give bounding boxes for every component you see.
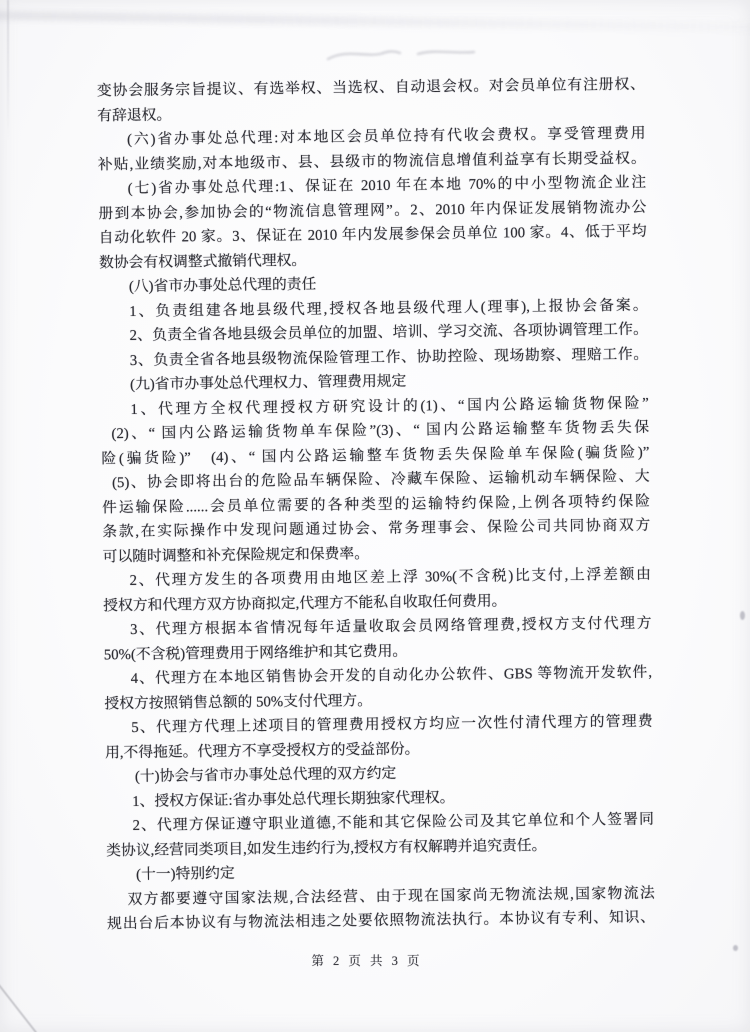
text-line: 5、代理方代理上述项目的管理费用授权方均应一次性付清代理方的管理费 bbox=[131, 713, 653, 737]
text-line: 授权方和代理方双方协商拟定,代理方不能私自收取任何费用。 bbox=[103, 592, 507, 614]
handwriting-smudge-mark bbox=[322, 40, 482, 70]
text-line: 3、负责全省各地县级物流保险管理工作、协助控险、现场勘察、理赔工作。 bbox=[129, 346, 649, 369]
page-number: 第 2 页 共 3 页 bbox=[311, 954, 423, 968]
text-line: 用,不得拖延。代理方不享受授权方的受益部份。 bbox=[104, 740, 420, 761]
text-line: (十一)特别约定 bbox=[136, 865, 235, 883]
text-line: 2、负责全省各地县级会员单位的加盟、培训、学习交流、各项协调管理工作。 bbox=[129, 321, 648, 344]
text-line: (六)省办事处总代理:对本地区会员单位持有代收会费权。享受管理费用 bbox=[127, 125, 646, 149]
text-line: 50%(不含税)管理费用于网络维护和其它费用。 bbox=[103, 643, 408, 663]
text-line: 条款,在实际操作中发现问题通过协会、常务理事会、保险公司共同协商双方 bbox=[102, 517, 651, 541]
text-line: 有辞退权。 bbox=[97, 106, 172, 124]
text-line: 2、代理方发生的各项费用由地区差上浮 30%(不含税)比支付,上浮差额由 bbox=[129, 566, 651, 590]
text-line: (2)、“ 国内公路运输货物单车保险”(3)、“ 国内公路运输整车货物丢失保 bbox=[111, 419, 650, 443]
text-line: 数协会有权调整式撤销代理权。 bbox=[98, 252, 307, 271]
text-line: 1、授权方保证:省办事处总代理长期独家代理权。 bbox=[132, 789, 455, 810]
scan-artifact-top-shadow bbox=[0, 10, 750, 32]
text-line: 1、负责组建各地县级代理,授权各地县级代理人(理事),上报协会备案。 bbox=[129, 297, 648, 320]
text-line: 册到本协会,参加协会的“物流信息管理网”。2、2010 年内保证发展销物流办公 bbox=[98, 199, 647, 222]
text-line: 3、代理方根据本省情况每年适量收取会员网络管理费,授权方支付代理方 bbox=[130, 615, 652, 639]
text-line: (5)、协会即将出台的危险品车辆保险、冷藏车保险、运输机动车辆保险、大 bbox=[111, 468, 650, 492]
text-line: 双方都要遵守国家法规,合法经营、由于现在国家尚无物流法规,国家物流法 bbox=[127, 885, 655, 908]
text-line: (十)协会与省市办事处总代理的双方约定 bbox=[134, 765, 397, 785]
text-line: 险(骗货险)” (4)、“ 国内公路运输整车货物丢失保险单车保险(骗货险)” bbox=[101, 444, 650, 467]
text-line: 2、代理方保证遵守职业道德,不能和其它保险公司及其它单位和个人签署同 bbox=[132, 811, 654, 834]
text-line: (七)省办事处总代理:1、保证在 2010 年在本地 70%的中小型物流企业注 bbox=[127, 174, 647, 198]
text-line: 可以随时调整和补充保险规定和保费率。 bbox=[102, 545, 370, 565]
text-line: 补贴,业绩奖励,对本地级市、县、县级市的物流信息增值利益享有长期受益权。 bbox=[97, 150, 646, 173]
scan-artifact-left-crease bbox=[7, 0, 9, 140]
text-line: (九)省市办事处总代理权力、管理费用规定 bbox=[130, 373, 407, 393]
text-line: 件运输保险......会员单位需要的各种类型的运输特约保险,上例各项特约保险 bbox=[101, 493, 651, 516]
document-body bbox=[97, 73, 655, 937]
text-line: 授权方按照销售总额的 50%支付代理方。 bbox=[104, 692, 373, 712]
text-line: 类协议,经营同类项目,如发生违约行为,授权方有权解聘并追究责任。 bbox=[106, 837, 547, 859]
text-line: 规出台后本协议有与物流法相违之处要依照物流法执行。本协议有专利、知识、 bbox=[107, 909, 656, 933]
scan-speck-icon bbox=[733, 945, 738, 951]
scan-speck-icon bbox=[740, 611, 745, 620]
text-line: 自动化软件 20 家。3、保证在 2010 年内发展参保会员单位 100 家。4、低于平均 bbox=[98, 223, 647, 247]
text-line: 1、代理方全权代理授权方研究设计的(1)、“国内公路运输货物保险” bbox=[130, 395, 649, 418]
scan-artifact-fold-line bbox=[0, 977, 37, 1032]
text-line: 变协会服务宗旨提议、有选举权、当选权、自动退会权。对会员单位有注册权、 bbox=[96, 76, 645, 100]
text-line: 4、代理方在本地区销售协会开发的自动化办公软件、GBS 等物流开发软件, bbox=[130, 664, 653, 688]
text-line: (八)省市办事处总代理的责任 bbox=[128, 276, 317, 296]
